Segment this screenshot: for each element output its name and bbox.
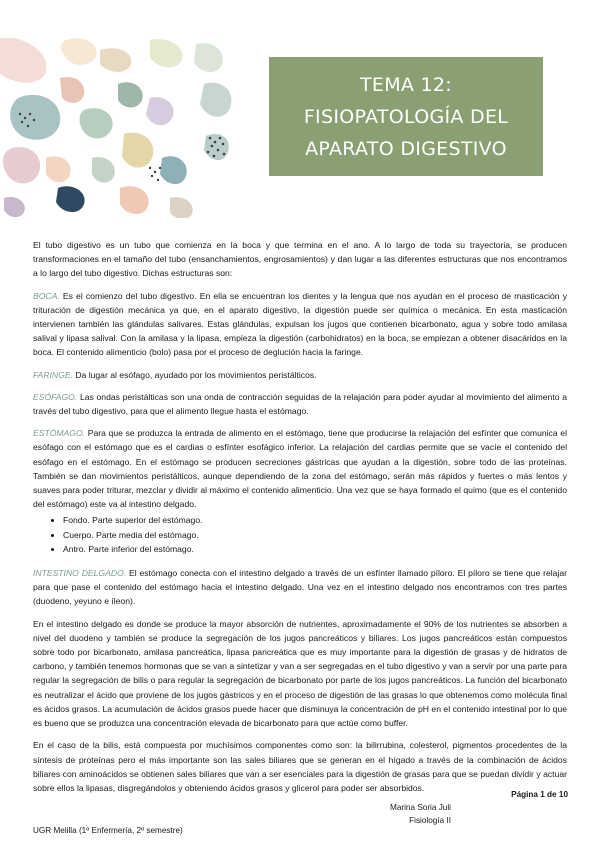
- boca-text: Es el comienzo del tubo digestivo. En ella se encuentran los dientes y la lengua que nos ayudan en el proceso de masticación y trituración de digestión mecánica ya que, en el aparato digestivo, la digestión puede ser química o mecánica. En esta masticación intervienen también las glándulas salivares. Estas glándulas, expulsan los jugos que contienen bicarbonato, agua y sobre todo amilasa salival y lipasa salival. Con la amilasa y la lipasa, empieza la digestión (carbohidratos) en la boca, se empiezan a obtener disacáridos en la boca. El contenido alimenticio (bolo) pasa por el proceso de deglución hacia la faringe.: [33, 290, 567, 358]
- faringe-paragraph: [33, 368, 567, 382]
- page-number: Página 1 de 10: [511, 790, 568, 799]
- boca-term: BOCA.: [33, 290, 60, 301]
- list-item: • Antro. Parte inferior del estómago.: [63, 542, 567, 556]
- title-line-2: FISIOPATOLOGÍA DEL: [303, 105, 509, 128]
- estomago-term: ESTÓMAGO.: [33, 428, 86, 439]
- intro-paragraph: El tubo digestivo es un tubo que comienza en la boca y que termina en el ano. A lo largo de toda su trayectoria, se producen transformaciones en el tamaño del tubo (ensanchamientos, engrosamientos) y dan lugar a las diferentes estructuras que nos encontramos a lo largo del tubo digestivo. Dichas estructuras son:: [33, 240, 567, 279]
- document-body: [33, 238, 567, 803]
- esofago-text: Las ondas peristálticas son una onda de contracción seguidas de la relajación para poder ayudar al movimiento del alimento a través del tubo digestivo, para que el alimento llegue hasta el estómago.: [33, 391, 567, 417]
- faringe-text: Da lugar al esófago, ayudado por los movimientos peristálticos.: [72, 369, 317, 380]
- bilis-paragraph: En el caso de la bilis, está compuesta por muchísimos componentes como son: la bilirrubina, colesterol, pigmentos procedentes de la síntesis de proteínas pero el más importante son las sales biliares que se generan en el hígado a través de la combinación de ácidos biliares con aminoácidos se obtienen sales biliares que van a ser esenciales para la digestión de grasas para que se puedan dividir y actuar sobre ellos la lipasas, disgregándolos y obteniendo ácidos grasos y glicerol para poder ser absorbidos.: [33, 740, 567, 793]
- esofago-paragraph: [33, 390, 567, 418]
- list-item: • Fondo. Parte superior del estómago.: [63, 513, 567, 527]
- faringe-term: FARINGE.: [33, 369, 73, 380]
- intestino-term: INTESTINO DELGADO.: [33, 568, 127, 579]
- institution-label: UGR Melilla (1º Enfermería, 2º semestre): [33, 826, 183, 835]
- title-line-3: APARATO DIGESTIVO: [305, 137, 507, 160]
- estomago-parts-list: [33, 513, 567, 556]
- decorative-abstract-shapes: [0, 38, 240, 218]
- esofago-term: ESÓFAGO.: [33, 391, 78, 402]
- boca-paragraph: [33, 289, 567, 360]
- list-item: • Cuerpo. Parte media del estómago.: [63, 528, 567, 542]
- title-box: [269, 57, 543, 176]
- author-name: Marina Soria Juli: [390, 803, 451, 812]
- title-line-1: TEMA 12:: [359, 73, 453, 96]
- absorcion-paragraph: En el intestino delgado es donde se produce la mayor absorción de nutrientes, aproximadamente el 90% de los nutrientes se absorben a nivel del duodeno y también se produce la segregación de los jugos pancreáticos y biliares. Los jugos pancreáticos están compuestos sobre todo por bicarbonato, amilasa pancreática, lipasa pancreática que es muy importante para la digestión de grasas y de hidratos de carbono, y también tenemos hormonas que se van a sintetizar y van a ser segregadas en el tubo digestivo y van a servir por una parte para regular la segregación de bilis o para regular la segregación de bicarbonato por parte de los jugos pancreáticos. La función del bicarbonato es neutralizar el ácido que proviene de los jugos gástricos y en el proceso de digestión de las grasas lo que obtenemos como molécula final es ácidos grasos. La acumulación de ácidos grasos puede hacer que disminuya la concentración de pH en el contenido intestinal por lo que es bueno que se produzca una concentración elevada de bicarbonato para que actúe como buffer.: [33, 618, 567, 729]
- estomago-text: Para que se produzca la entrada de alimento en el estómago, tiene que producirse la relajación del esfínter que comunica el esófago con el estómago que es el cardias o esfínter esofágico inferior. La relajación del cardias permite que se vacíe el contenido del esófago en el estómago. En el estómago se producen secreciones gástricas que ayudan a la digestión, sobre todo de las proteínas. También se dan movimientos peristálticos, aunque dependiendo de la zona del estómago, serán más rápidos y fuertes o más lentos y suaves para poder triturar, mezclar y dividir al máximo el contenido alimenticio. Una vez que se haya formado el quimo (que es el contenido del estómago) este va al intestino delgado.: [33, 428, 567, 510]
- intestino-text: El estómago conecta con el intestino delgado a través de un esfínter llamado píloro. El píloro se tiene que relajar para que pase el contenido del estómago hacia el intestino delgado. Una vez en el intestino delgado nos encontramos con tres partes (duodeno, yeyuno e íleon).: [33, 568, 567, 607]
- subject-name: Fisiología II: [409, 816, 451, 825]
- intestino-paragraph: [33, 566, 567, 609]
- estomago-paragraph: [33, 426, 567, 511]
